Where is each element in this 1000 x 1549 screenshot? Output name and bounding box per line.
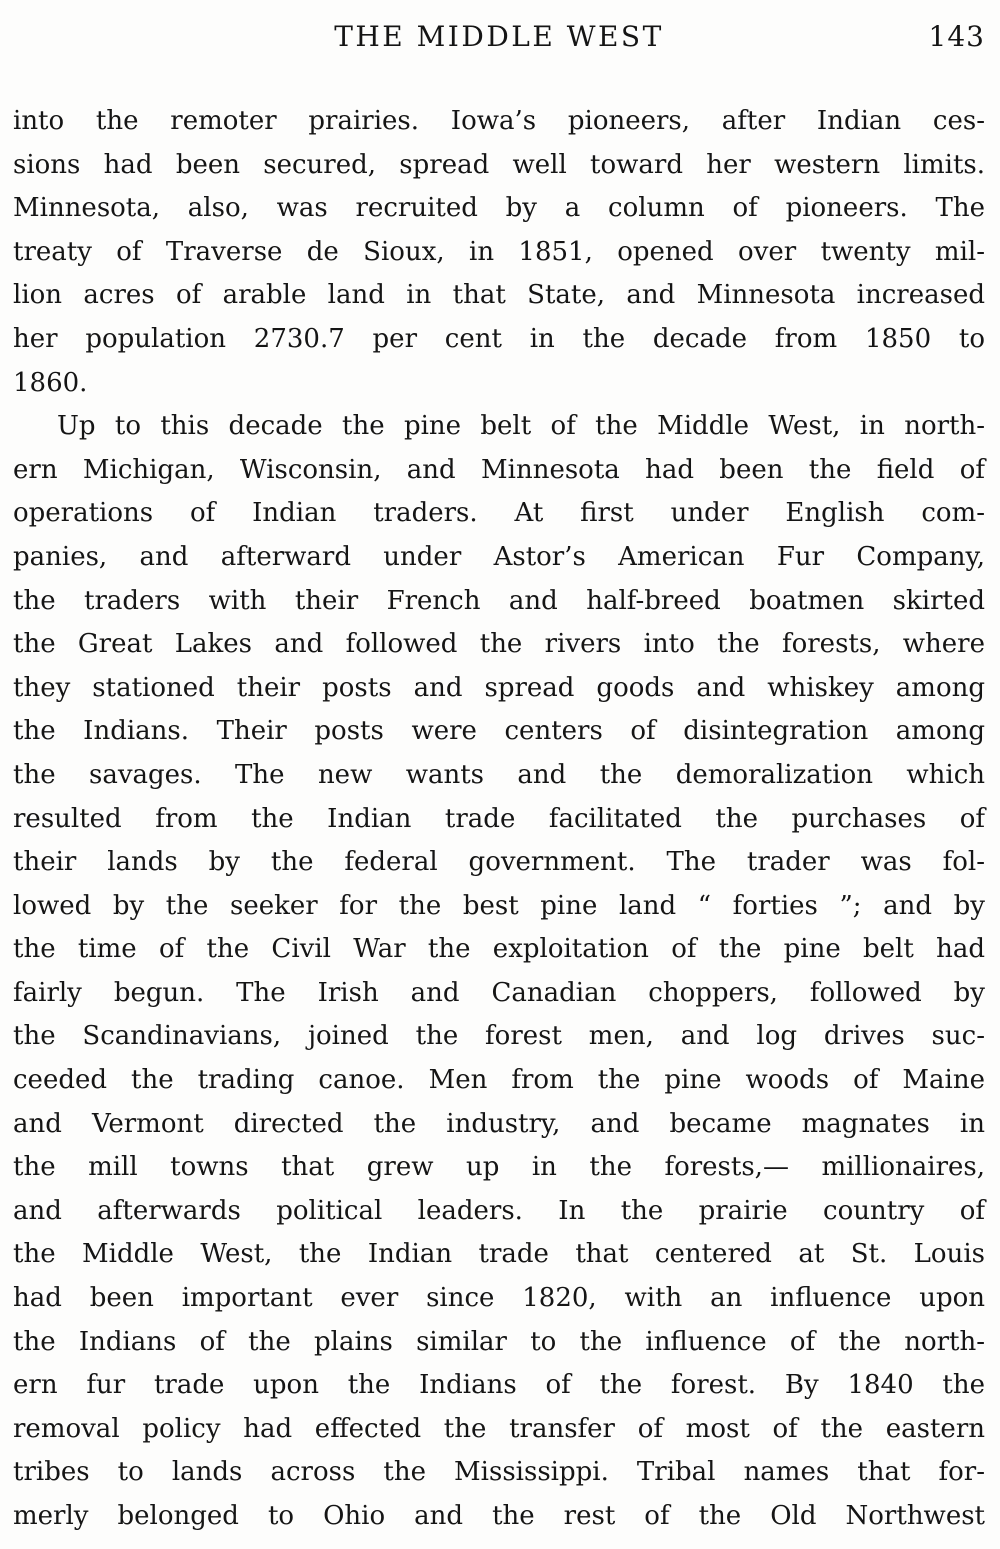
text-line: Up to this decade the pine belt of the Middle West, in north- [57, 411, 985, 442]
text-line: sions had been secured, spread well toward her western limits. [13, 149, 985, 180]
text-line: removal policy had effected the transfer of most of the eastern [13, 1413, 985, 1444]
text-line: the traders with their French and half-breed boatmen skirted [13, 585, 985, 616]
paragraph-1 [13, 100, 985, 405]
text-line: the Middle West, the Indian trade that centered at St. Louis [13, 1239, 985, 1270]
text-line: merly belonged to Ohio and the rest of the Old Northwest [13, 1501, 985, 1531]
text-line: ceeded the trading canoe. Men from the pine woods of Maine [13, 1065, 985, 1096]
running-head-title: THE MIDDLE WEST [334, 20, 664, 53]
text-line: the savages. The new wants and the demoralization which [13, 759, 985, 790]
text-line: they stationed their posts and spread goods and whiskey among [13, 672, 985, 703]
text-line: her population 2730.7 per cent in the decade from 1850 to [13, 323, 985, 354]
text-line: the Indians of the plains similar to the influence of the north- [13, 1326, 985, 1357]
text-line: lion acres of arable land in that State, and Minnesota increased [13, 280, 985, 311]
text-line: tribes to lands across the Mississippi. Tribal names that for- [13, 1457, 985, 1488]
text-line: operations of Indian traders. At first under English com- [13, 498, 985, 529]
text-line: panies, and afterward under Astor’s American Fur Company, [13, 541, 985, 572]
text-line: had been important ever since 1820, with an influence upon [13, 1283, 985, 1314]
paragraph-2 [13, 405, 985, 1538]
page-header [0, 0, 1000, 53]
text-line: the time of the Civil War the exploitation of the pine belt had [13, 934, 985, 965]
text-line: their lands by the federal government. The trader was fol- [13, 847, 985, 878]
text-line: the Great Lakes and followed the rivers into the forests, where [13, 629, 985, 660]
page-body [13, 100, 985, 1539]
text-line: 1860. [13, 367, 88, 398]
text-line: and afterwards political leaders. In the prairie country of [13, 1195, 985, 1226]
text-line: ern Michigan, Wisconsin, and Minnesota had been the field of [13, 454, 985, 485]
text-line: the mill towns that grew up in the forests,— millionaires, [13, 1152, 985, 1183]
text-line: treaty of Traverse de Sioux, in 1851, opened over twenty mil- [13, 236, 985, 267]
text-line: ern fur trade upon the Indians of the forest. By 1840 the [13, 1370, 985, 1401]
text-line: the Scandinavians, joined the forest men, and log drives suc- [13, 1021, 985, 1052]
page-number: 143 [928, 20, 985, 53]
text-line: lowed by the seeker for the best pine land “ forties ”; and by [13, 890, 985, 921]
text-line: the Indians. Their posts were centers of disintegration among [13, 716, 985, 747]
text-line: into the remoter prairies. Iowa’s pioneers, after Indian ces- [13, 106, 985, 136]
text-line: and Vermont directed the industry, and became magnates in [13, 1108, 985, 1139]
text-line: resulted from the Indian trade facilitated the purchases of [13, 803, 985, 834]
text-line: fairly begun. The Irish and Canadian choppers, followed by [13, 977, 985, 1008]
text-line: Minnesota, also, was recruited by a column of pioneers. The [13, 193, 985, 224]
